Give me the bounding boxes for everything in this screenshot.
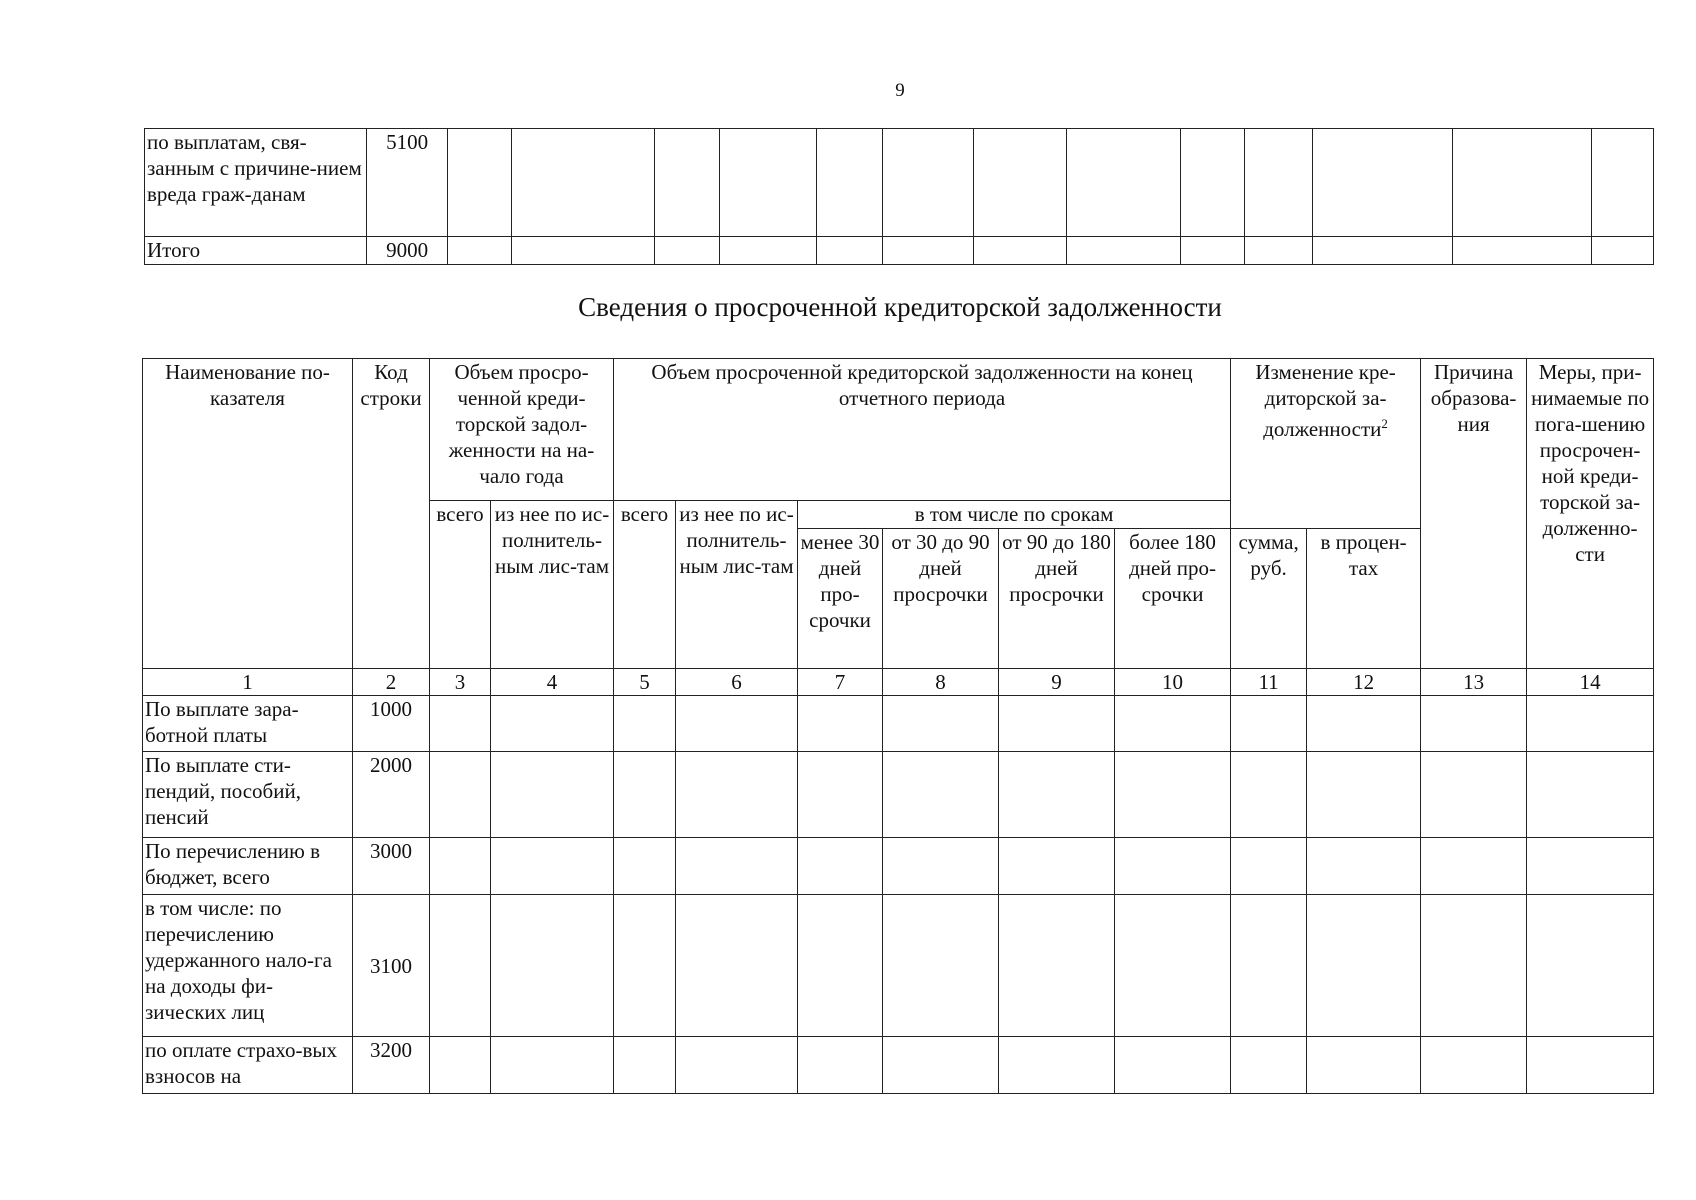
column-number: 13 — [1421, 669, 1527, 696]
header-change: Изменение кре-диторской за-долженности$^2$ — [1231, 359, 1421, 529]
header-total-start: всего — [430, 501, 491, 669]
row-name: По выплате зара-ботной платы — [143, 696, 353, 752]
header-sum-rub: сумма, руб. — [1231, 529, 1307, 669]
column-number: 14 — [1527, 669, 1654, 696]
table-row — [145, 129, 1654, 237]
footnote-mark: 2 — [1381, 416, 1388, 431]
row-code: 2000 — [353, 752, 430, 838]
column-number: 6 — [676, 669, 798, 696]
header-lt30: менее 30 дней про-срочки — [798, 529, 883, 669]
column-number: 3 — [430, 669, 491, 696]
header-30-90: от 30 до 90 дней просрочки — [883, 529, 999, 669]
table-row — [143, 1037, 1654, 1094]
column-number: 4 — [491, 669, 614, 696]
overdue-debt-table — [142, 358, 1654, 1094]
header-measures: Меры, при-нимаемые по пога-шению просрочен-ной креди-торской за-долженно-сти — [1527, 359, 1654, 669]
row-name: в том числе: по перечислению удержанного нало-га на доходы фи-зических лиц — [143, 895, 353, 1037]
row-code: 1000 — [353, 696, 430, 752]
row-name: по выплатам, свя-занным с причине-нием вреда граж-данам — [145, 129, 367, 237]
row-code: 3100 — [353, 895, 430, 1037]
header-reason: Причина образова-ния — [1421, 359, 1527, 669]
column-number: 11 — [1231, 669, 1307, 696]
table-row — [143, 696, 1654, 752]
column-number: 1 — [143, 669, 353, 696]
column-number: 10 — [1115, 669, 1231, 696]
header-by-terms: в том числе по срокам — [798, 501, 1231, 529]
header-start-volume: Объем просро-ченной креди-торской задол-женности на на-чало года — [430, 359, 614, 501]
column-number: 8 — [883, 669, 999, 696]
row-code: 3200 — [353, 1037, 430, 1094]
column-numbers-row — [143, 669, 1654, 696]
page-number: 9 — [895, 80, 905, 101]
row-code: 9000 — [366, 237, 447, 265]
header-exec-end: из нее по ис-полнитель-ным лис-там — [676, 501, 798, 669]
row-name: Итого — [145, 237, 367, 265]
row-code: 5100 — [366, 129, 447, 237]
column-number: 7 — [798, 669, 883, 696]
column-number: 9 — [999, 669, 1115, 696]
row-name: По выплате сти-пендий, пособий, пенсий — [143, 752, 353, 838]
column-number: 12 — [1307, 669, 1421, 696]
top-table — [144, 128, 1654, 265]
header-row — [143, 359, 1654, 501]
header-total-end: всего — [614, 501, 676, 669]
column-number: 2 — [353, 669, 430, 696]
section-title: Сведения о просроченной кредиторской задолженности — [578, 292, 1222, 322]
row-name: по оплате страхо-вых взносов на — [143, 1037, 353, 1094]
row-name: По перечислению в бюджет, всего — [143, 838, 353, 895]
header-percent: в процен-тах — [1307, 529, 1421, 669]
header-code: Код строки — [353, 359, 430, 669]
header-90-180: от 90 до 180 дней просрочки — [999, 529, 1115, 669]
table-row — [143, 895, 1654, 1037]
table-row — [143, 838, 1654, 895]
header-end-volume: Объем просроченной кредиторской задолженности на конец отчетного периода — [614, 359, 1231, 501]
header-name: Наименование по-казателя — [143, 359, 353, 669]
row-code: 3000 — [353, 838, 430, 895]
header-exec-start: из нее по ис-полнитель-ным лис-там — [491, 501, 614, 669]
table-row — [145, 237, 1654, 265]
header-gt180: более 180 дней про-срочки — [1115, 529, 1231, 669]
column-number: 5 — [614, 669, 676, 696]
table-row — [143, 752, 1654, 838]
